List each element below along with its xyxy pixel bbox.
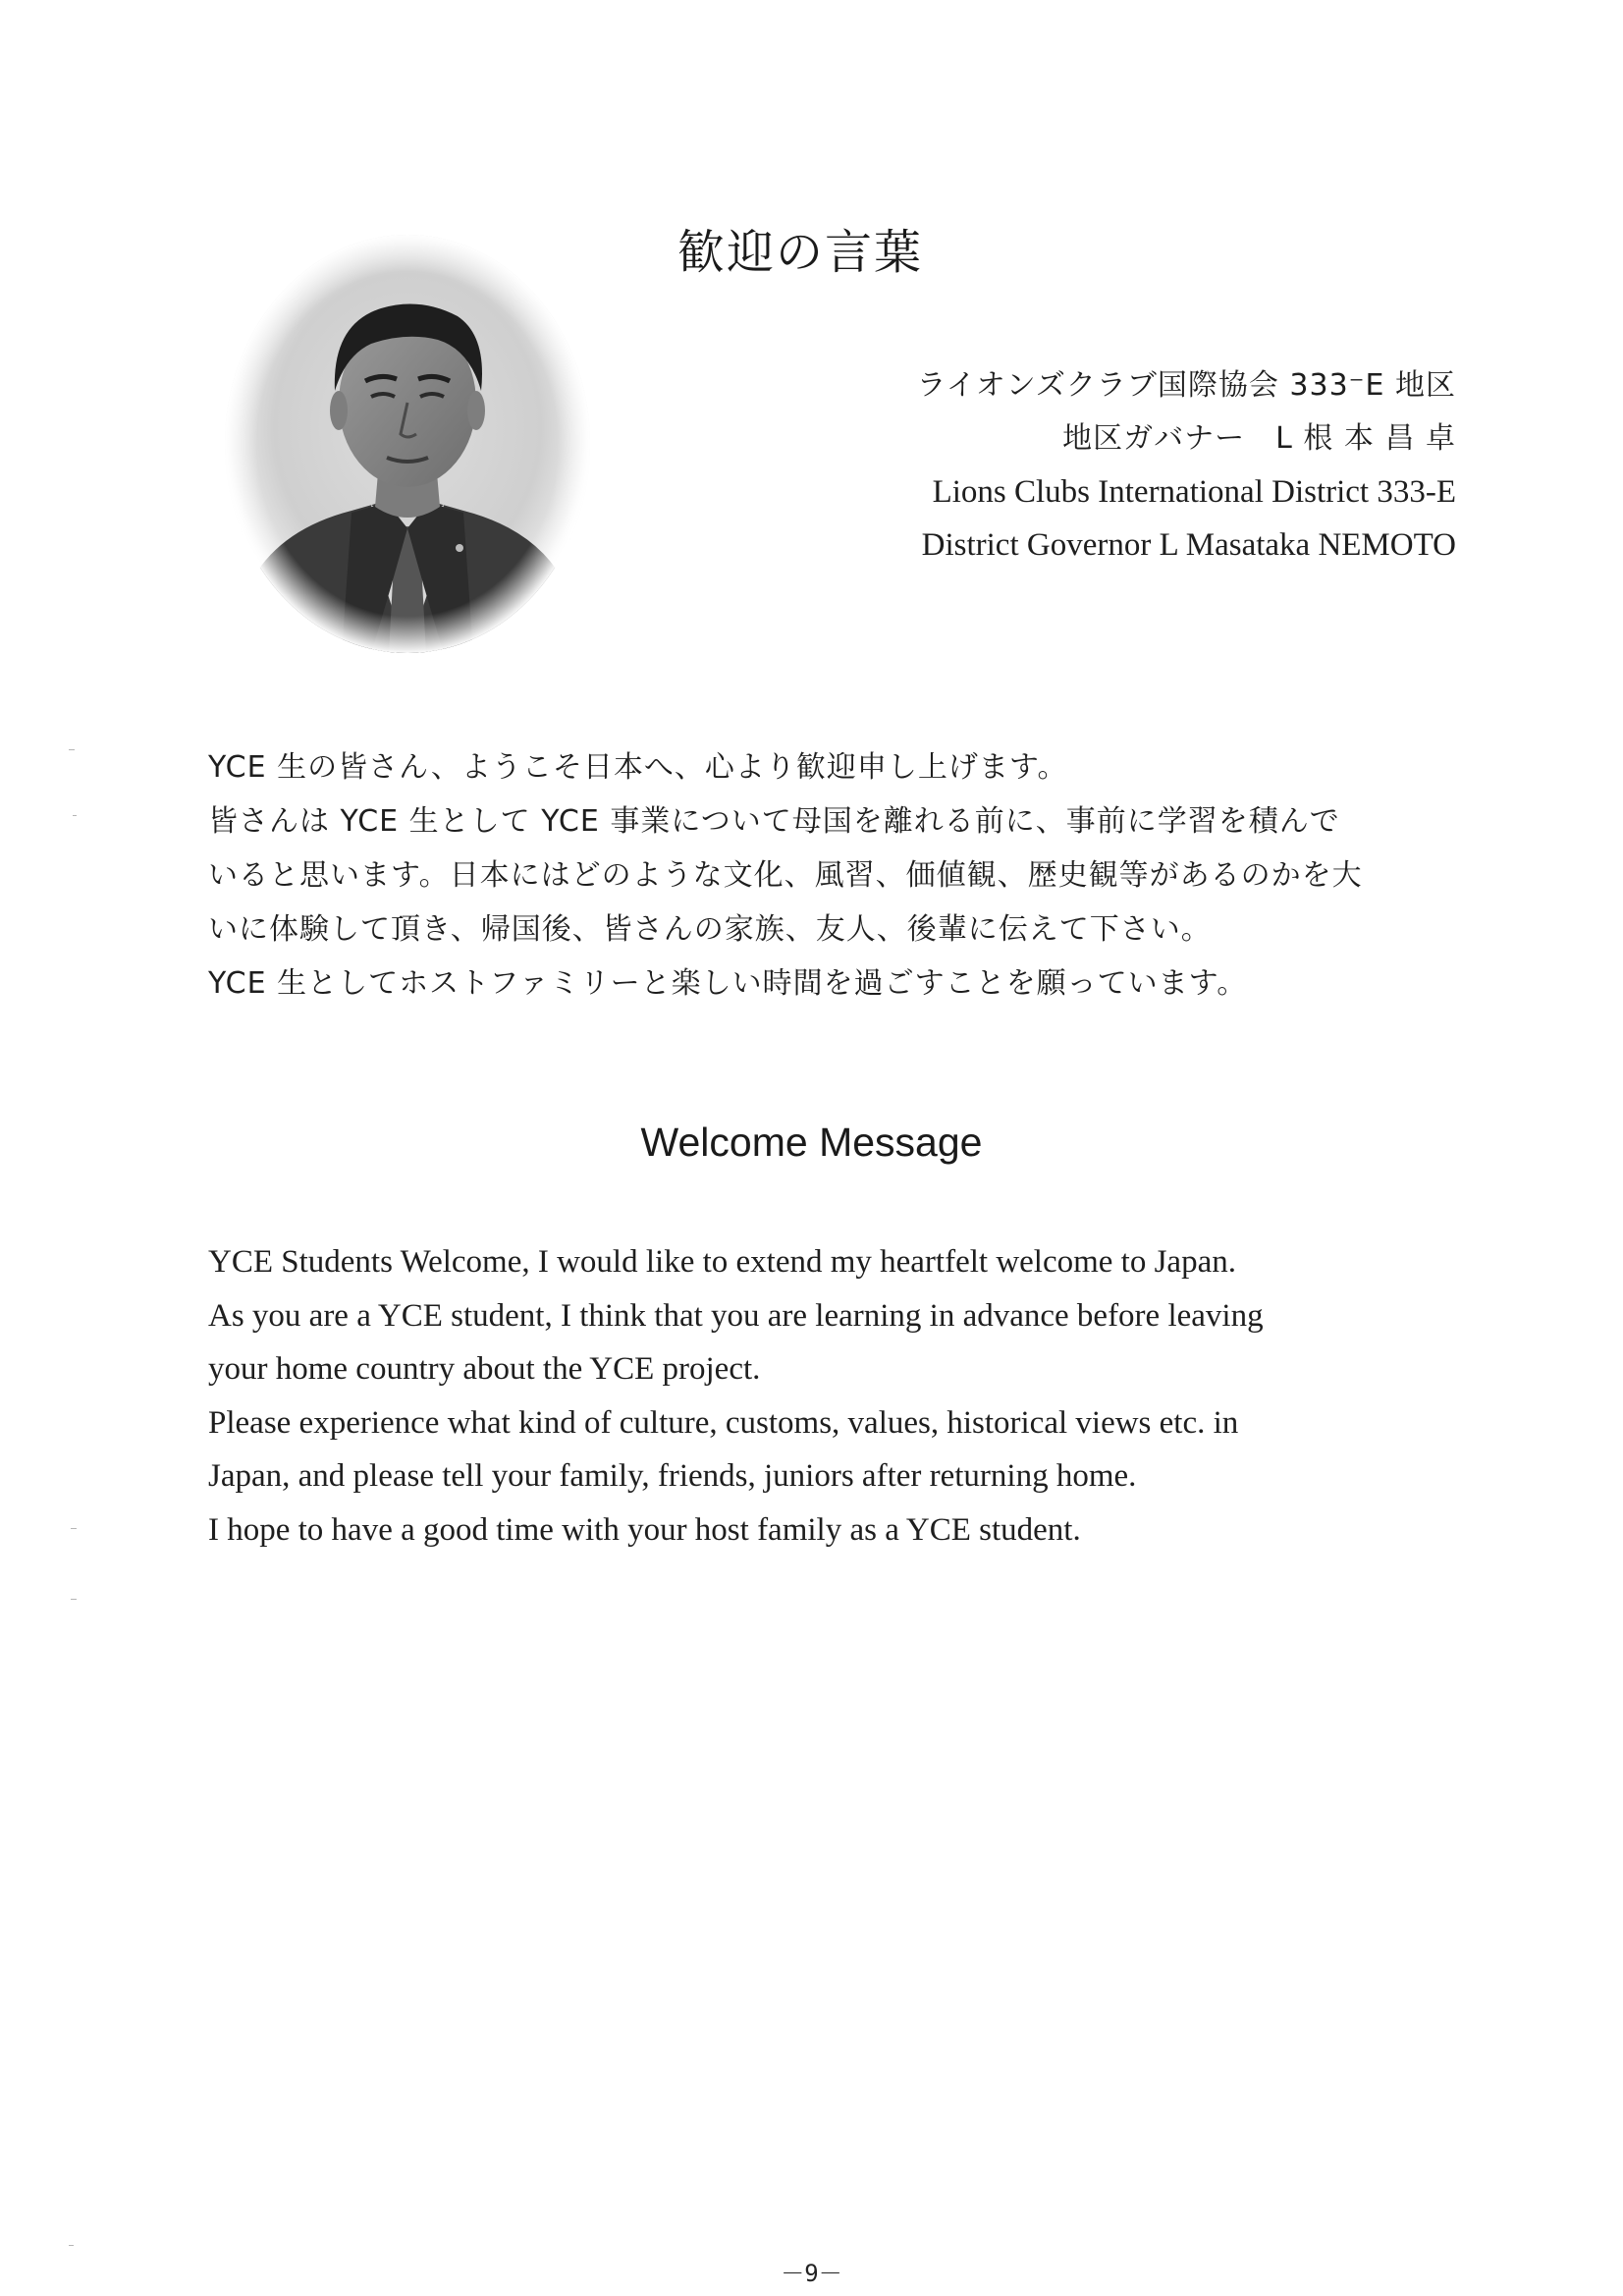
signature-role-en: District Governor L Masataka NEMOTO [921,527,1456,563]
body-line-en: YCE Students Welcome, I would like to extend my heartfelt welcome to Japan. [208,1244,1236,1280]
body-line-en: Japan, and please tell your family, friends, juniors after returning home. [208,1458,1137,1494]
signature-organization-jp: ライオンズクラブ国際協会 333⁻E 地区 [916,368,1456,403]
page-number: －9－ [781,2260,842,2287]
scan-speck [71,1599,77,1600]
signature-block [769,359,1456,572]
signature-role-jp: 地区ガバナー L 根 本 昌 卓 [1062,421,1456,456]
body-line-jp: いに体験して頂き、帰国後、皆さんの家族、友人、後輩に伝えて下さい。 [208,912,1212,947]
body-line-jp: 皆さんは YCE 生として YCE 事業について母国を離れる前に、事前に学習を積んで [208,804,1340,839]
governor-portrait-photo [224,234,591,654]
signature-organization-en: Lions Clubs International District 333-E [932,474,1456,510]
section-title-en: Welcome Message [640,1120,983,1165]
page-title-jp: 歓迎の言葉 [677,225,924,280]
scan-speck [73,815,77,816]
body-line-en: As you are a YCE student, I think that you are learning in advance before leaving [208,1297,1264,1334]
scan-speck [69,2245,74,2246]
scan-speck [69,749,75,750]
scan-speck [71,1528,77,1529]
body-line-jp: YCE 生の皆さん、ようこそ日本へ、心より歓迎申し上げます。 [208,750,1068,785]
body-line-en: Please experience what kind of culture, customs, values, historical views etc. in [208,1404,1239,1441]
body-line-jp: いると思います。日本にはどのような文化、風習、価値観、歴史観等があるのかを大 [208,858,1363,893]
body-text-en [208,1235,1465,1557]
body-line-en: your home country about the YCE project. [208,1351,761,1387]
body-text-jp [208,740,1465,1011]
body-line-jp: YCE 生としてホストファミリーと楽しい時間を過ごすことを願っています。 [208,966,1248,1001]
body-line-en: I hope to have a good time with your host family as a YCE student. [208,1511,1081,1548]
